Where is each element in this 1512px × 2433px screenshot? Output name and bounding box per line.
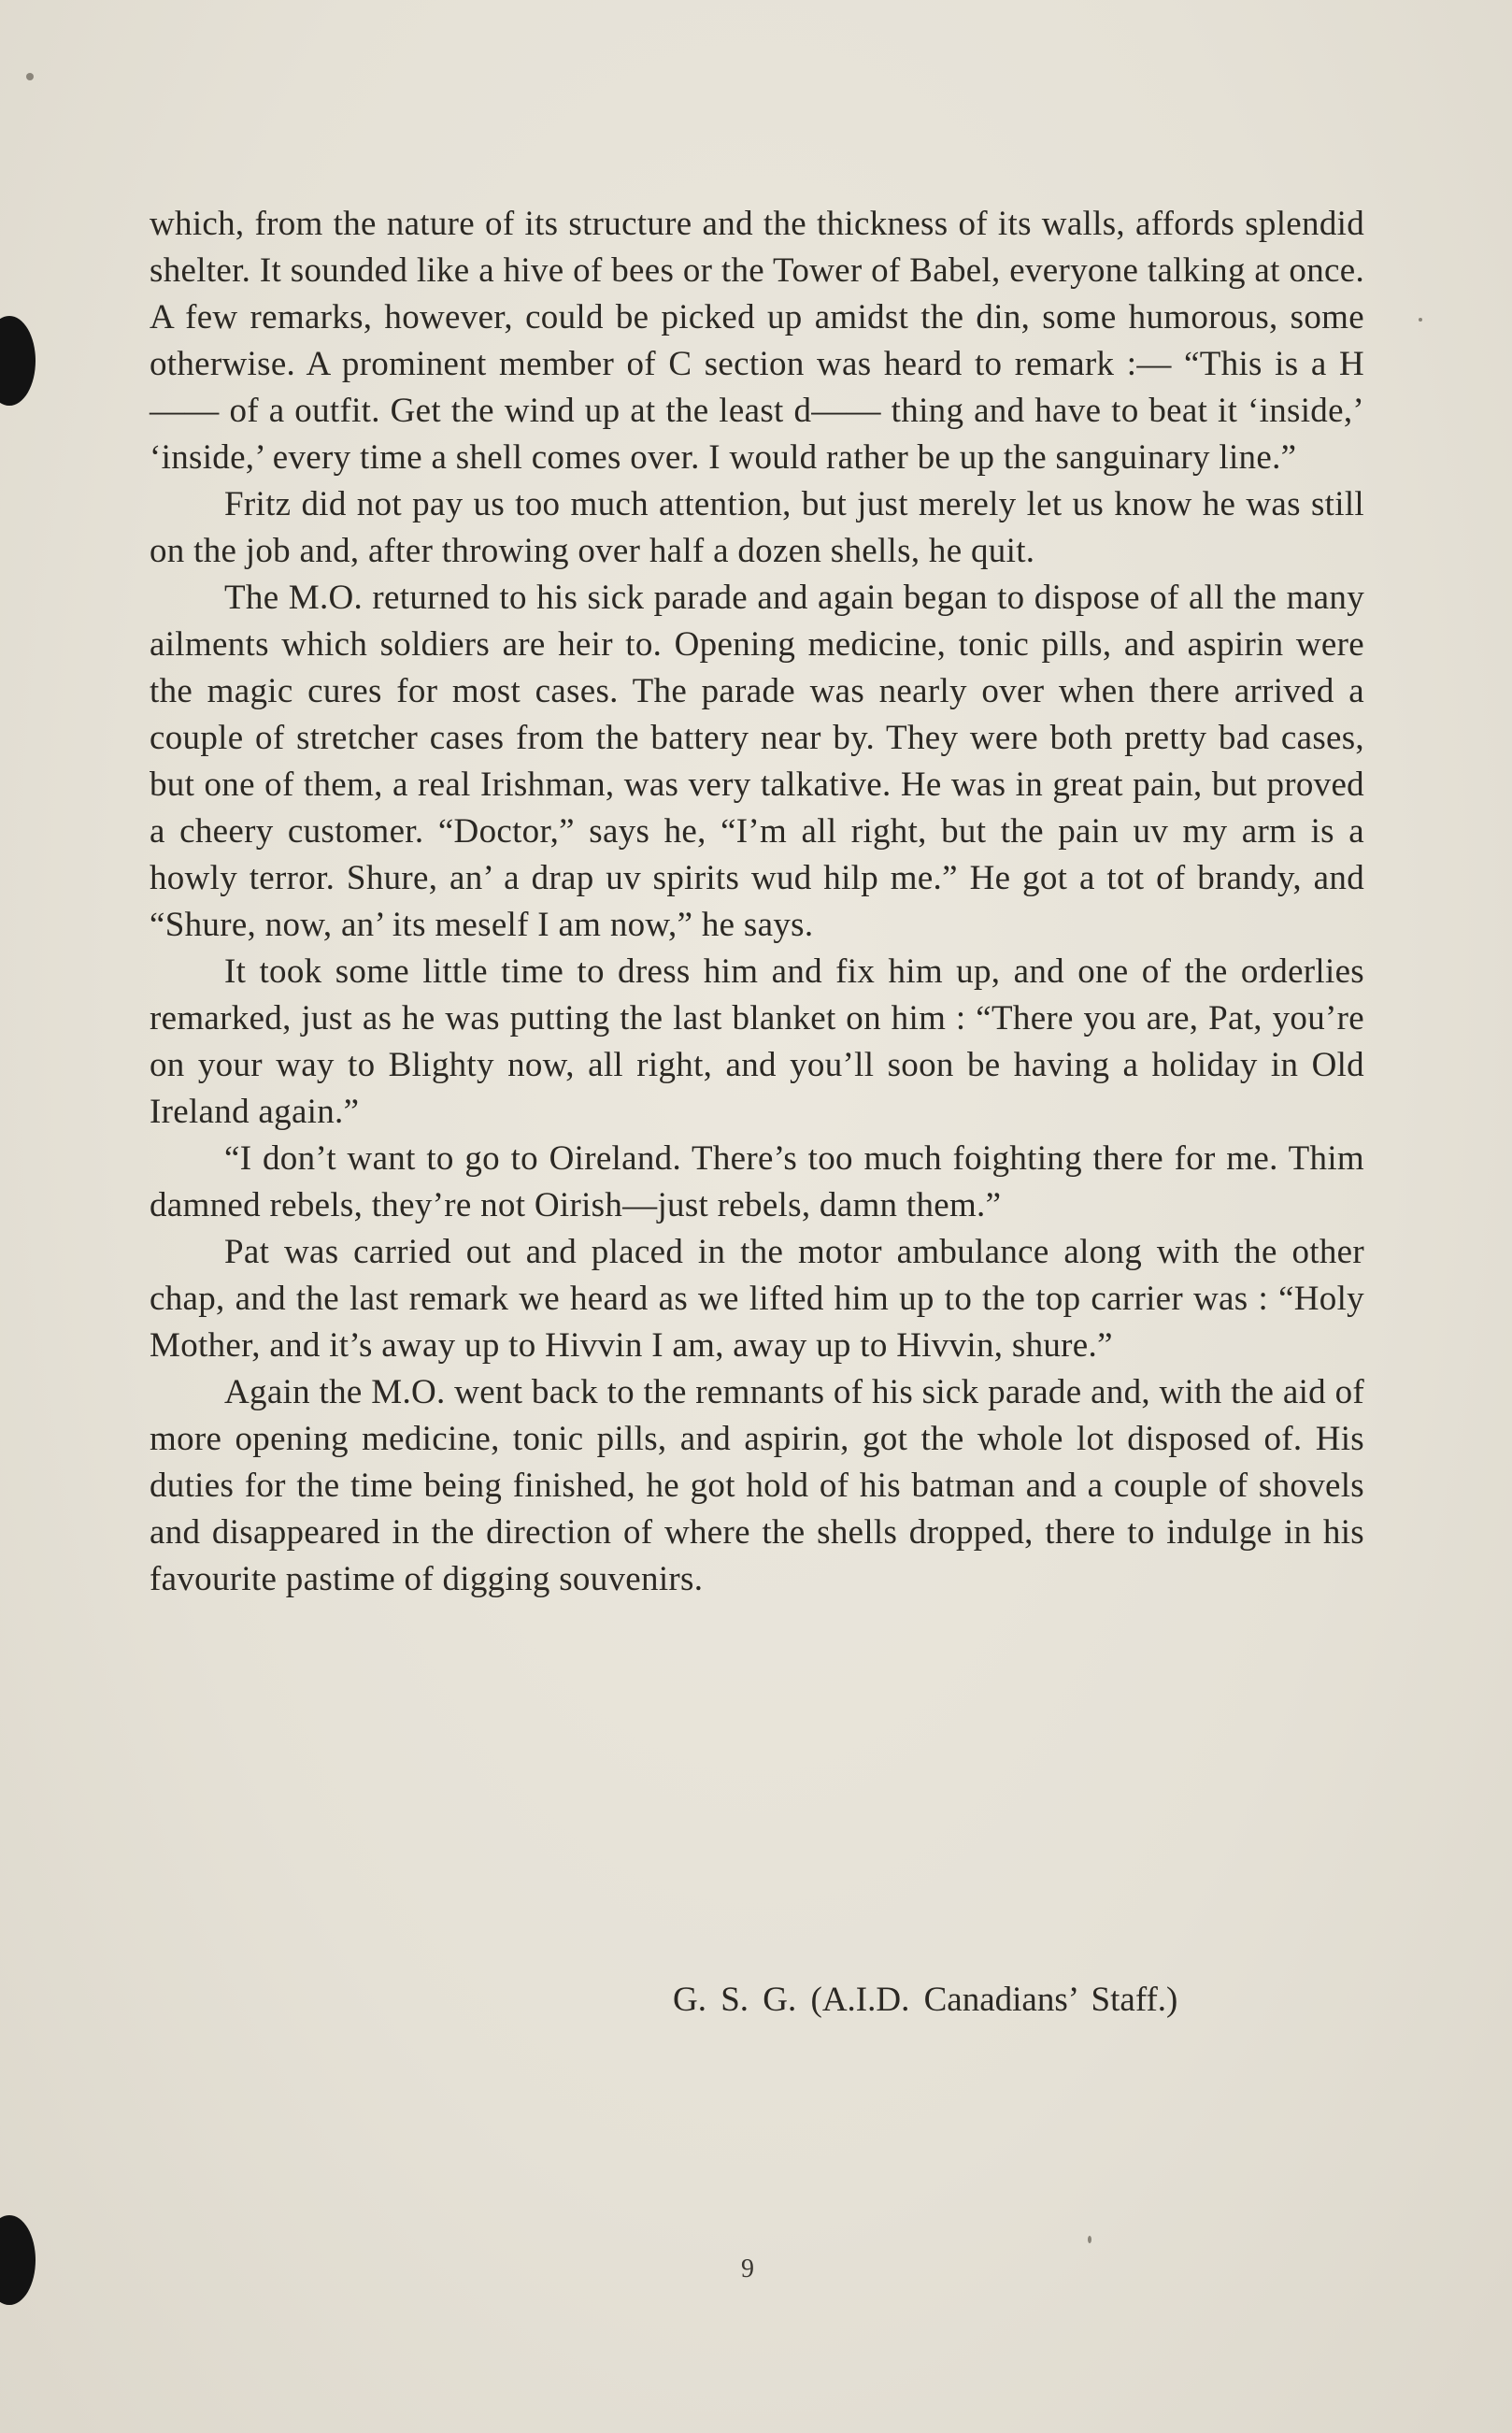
paper-speck (1419, 318, 1422, 322)
paragraph: Pat was carried out and placed in the motor ambulance along with the other chap, and the last remark we heard as we lifted him up to the top carrier was : “Holy Mother, and it’s away up to Hivvin I am, away up to Hivvin, shure.” (150, 1233, 1364, 1365)
paragraph: The M.O. returned to his sick parade and again began to dispose of all the many ailments which soldiers are heir to. Opening medicine, tonic pills, and aspirin were the magic cures for most cases. The parade was nearly over when there arrived a couple of stretcher cases from the battery near by. They were both pretty bad cases, but one of them, a real Irishman, was very talkative. He was in great pain, but proved a cheery customer. “Doctor,” says he, “I’m all right, but the pain uv my arm is a howly terror. Shure, an’ a drap uv spirits wud hilp me.” He got a tot of brandy, and “Shure, now, an’ its meself I am now,” he says. (150, 579, 1364, 944)
page-number: 9 (741, 2254, 754, 2283)
paper-speck (26, 73, 34, 80)
paragraph: “I don’t want to go to Oireland. There’s too much foighting there for me. Thim damned rebels, they’re not Oirish—just rebels, damn them.” (150, 1139, 1364, 1224)
body-text (150, 201, 1364, 1603)
paragraph: which, from the nature of its structure and the thickness of its walls, affords splendid shelter. It sounded like a hive of bees or the Tower of Babel, everyone talking at once. A few remarks, however, could be picked up amidst the din, some humorous, some otherwise. A prominent member of C section was heard to remark :— “This is a H—— of a outfit. Get the wind up at the least d—— thing and have to beat it ‘inside,’ ‘inside,’ every time a shell comes over. I would rather be up the sanguinary line.” (150, 205, 1364, 477)
paragraph: Again the M.O. went back to the remnants of his sick parade and, with the aid of more opening medicine, tonic pills, and aspirin, got the whole lot disposed of. His duties for the time being finished, he got hold of his batman and a couple of shovels and disappeared in the direction of where the shells dropped, there to indulge in his favourite pastime of digging souvenirs. (150, 1373, 1364, 1598)
binder-hole-top (0, 316, 36, 406)
binder-hole-bottom (0, 2215, 36, 2305)
paragraph: It took some little time to dress him and fix him up, and one of the orderlies remarked, just as he was putting the last blanket on him : “There you are, Pat, you’re on your way to Blighty now, all right, and you’ll soon be having a holiday in Old Ireland again.” (150, 952, 1364, 1131)
signature-line: G. S. G. (A.I.D. Canadians’ Staff.) (673, 1981, 1178, 2019)
paper-speck (1088, 2236, 1091, 2243)
paragraph: Fritz did not pay us too much attention, but just merely let us know he was still on the job and, after throwing over half a dozen shells, he quit. (150, 485, 1364, 570)
